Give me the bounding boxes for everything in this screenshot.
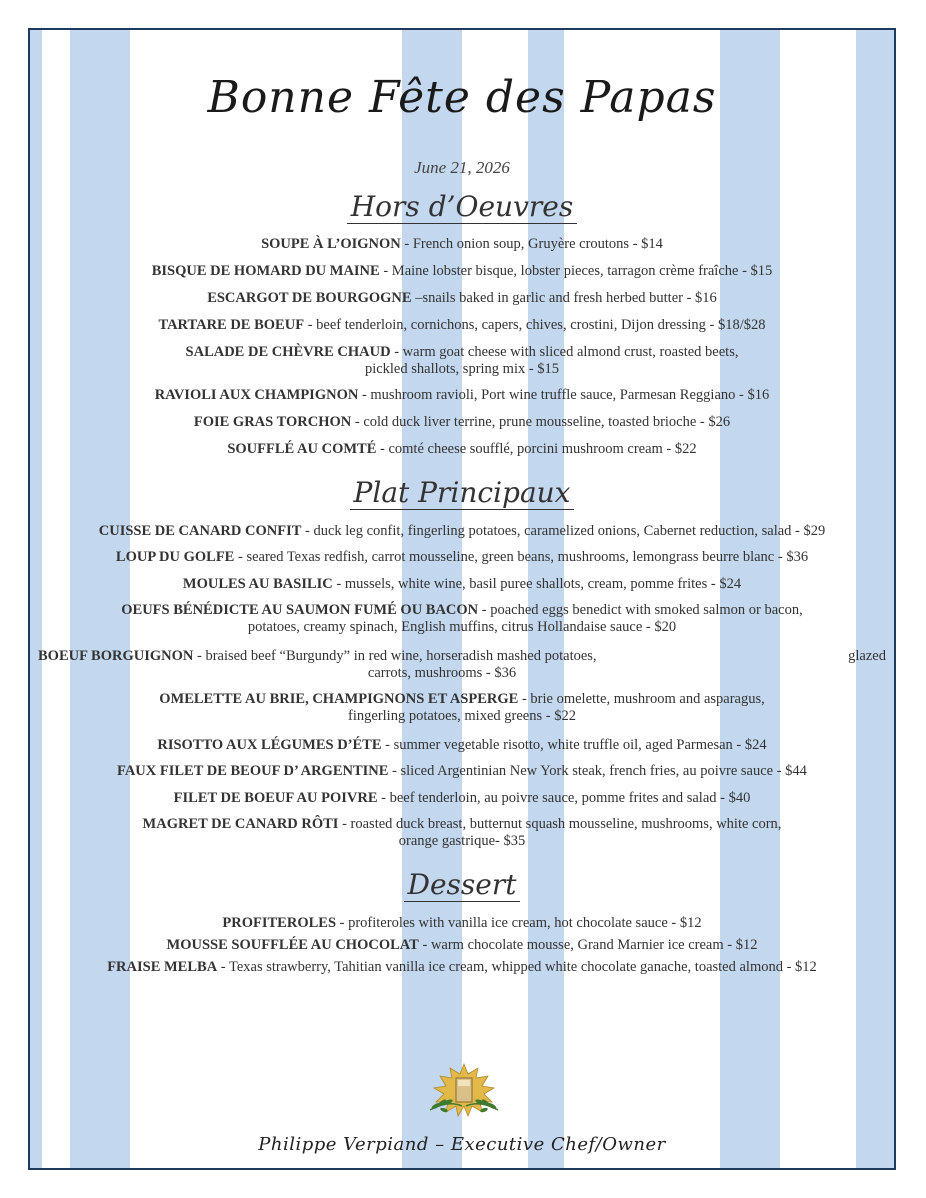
menu-title: Bonne Fête des Papas [207, 72, 717, 123]
section-title-hors-doeuvres: Hors d’Oeuvres [30, 190, 894, 223]
menu-item: FRAISE MELBA - Texas strawberry, Tahitian vanilla ice cream, whipped white chocolate ganache, toasted almond - $12 [107, 959, 817, 975]
menu-item: BISQUE DE HOMARD DU MAINE - Maine lobster bisque, lobster pieces, tarragon crème fraîche - $15 [151, 263, 773, 279]
menu-item: FOIE GRAS TORCHON - cold duck liver terrine, prune mousseline, toasted brioche - $26 [193, 414, 731, 430]
menu-item: ESCARGOT DE BOURGOGNE –snails baked in garlic and fresh herbed butter - $16 [207, 290, 717, 306]
menu-item: CUISSE DE CANARD CONFIT - duck leg confit, fingerling potatoes, caramelized onions, Cabernet reduction, salad - $29 [98, 523, 826, 539]
menu-item: PROFITEROLES - profiteroles with vanilla ice cream, hot chocolate sauce - $12 [222, 915, 702, 931]
menu-item: FILET DE BOEUF AU POIVRE - beef tenderloin, au poivre sauce, pomme frites and salad - $40 [173, 790, 751, 806]
menu-frame [28, 28, 896, 1170]
restaurant-crest-logo [422, 1060, 506, 1120]
menu-content [30, 30, 894, 1168]
menu-item: FAUX FILET DE BEOUF D’ ARGENTINE - sliced Argentinian New York steak, french fries, au poivre sauce - $44 [117, 763, 807, 779]
section-title-dessert: Dessert [30, 868, 894, 901]
menu-item: MAGRET DE CANARD RÔTI - roasted duck breast, butternut squash mousseline, mushrooms, white corn, orange gastrique- $35 [142, 816, 782, 849]
menu-item: SOUFFLÉ AU COMTÉ - comté cheese soufflé, porcini mushroom cream - $22 [227, 441, 697, 457]
menu-item: TARTARE DE BOEUF - beef tenderloin, cornichons, capers, chives, crostini, Dijon dressing - $18/$28 [158, 317, 766, 333]
menu-item: SOUPE À L’OIGNON - French onion soup, Gruyère croutons - $14 [261, 236, 663, 252]
menu-item: MOULES AU BASILIC - mussels, white wine, basil puree shallots, cream, pomme frites - $24 [182, 576, 742, 592]
menu-date: June 21, 2026 [414, 158, 510, 177]
menu-item: OMELETTE AU BRIE, CHAMPIGNONS ET ASPERGE - brie omelette, mushroom and asparagus, fingerling potatoes, mixed greens - $22 [159, 691, 765, 724]
menu-item: MOUSSE SOUFFLÉE AU CHOCOLAT - warm chocolate mousse, Grand Marnier ice cream - $12 [166, 937, 758, 953]
menu-item: SALADE DE CHÈVRE CHAUD - warm goat cheese with sliced almond crust, roasted beets, pickled shallots, spring mix - $15 [185, 344, 739, 377]
menu-item: RAVIOLI AUX CHAMPIGNON - mushroom ravioli, Port wine truffle sauce, Parmesan Reggiano - $16 [154, 387, 770, 403]
section-title-plat-principaux: Plat Principaux [30, 476, 894, 509]
chef-signature: Philippe Verpiand – Executive Chef/Owner [258, 1134, 666, 1155]
menu-item: LOUP DU GOLFE - seared Texas redfish, carrot mousseline, green beans, mushrooms, lemongrass beurre blanc - $36 [115, 549, 809, 565]
menu-item: OEUFS BÉNÉDICTE AU SAUMON FUMÉ OU BACON - poached eggs benedict with smoked salmon or bacon, potatoes, creamy spinach, English muffins, citrus Hollandaise sauce - $20 [121, 602, 803, 635]
menu-item: RISOTTO AUX LÉGUMES D’ÉTE - summer vegetable risotto, white truffle oil, aged Parmesan - $24 [157, 737, 767, 753]
menu-item: BOEUF BORGUIGNON - braised beef “Burgundy” in red wine, horseradish mashed potatoes, glazed carrots, mushrooms - $36 [38, 648, 886, 681]
